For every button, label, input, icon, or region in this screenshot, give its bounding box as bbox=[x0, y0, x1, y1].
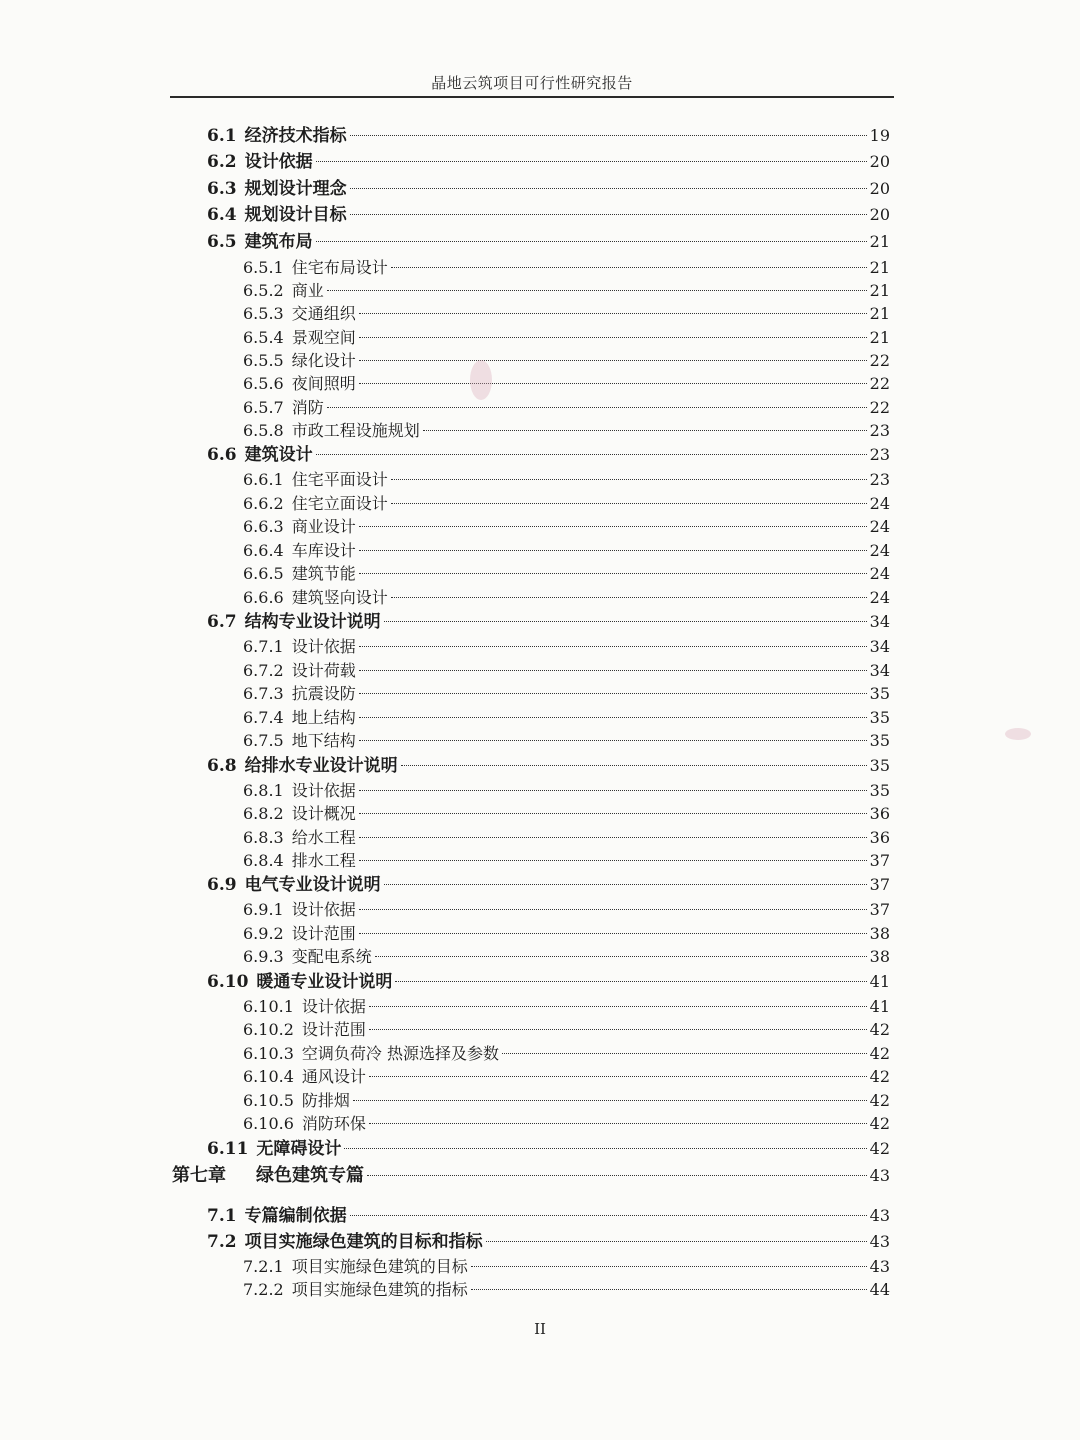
toc-entry-page: 42 bbox=[869, 1114, 890, 1133]
toc-dot-leader bbox=[327, 290, 867, 291]
toc-entry-number: 6.8.3 bbox=[243, 828, 284, 847]
toc-entry-title: 商业设计 bbox=[291, 517, 356, 536]
toc-entry-number: 6.1 bbox=[207, 126, 237, 146]
toc-entry-title: 无障碍设计 bbox=[256, 1139, 342, 1159]
toc-dot-leader bbox=[502, 1053, 867, 1054]
toc-entry bbox=[207, 1137, 890, 1161]
toc-entry-number: 6.4 bbox=[207, 205, 237, 225]
toc-dot-leader bbox=[367, 1175, 867, 1176]
toc-entry-page: 22 bbox=[869, 374, 890, 393]
toc-entry-title: 项目实施绿色建筑的目标和指标 bbox=[244, 1232, 483, 1252]
toc-dot-leader bbox=[369, 1076, 867, 1077]
toc-entry bbox=[243, 826, 890, 850]
toc-entry-number: 7.1 bbox=[207, 1206, 237, 1226]
toc-dot-leader bbox=[350, 214, 867, 215]
toc-entry-title: 项目实施绿色建筑的目标 bbox=[291, 1257, 468, 1276]
toc-entry bbox=[243, 682, 890, 706]
toc-entry-number: 6.9.1 bbox=[243, 900, 284, 919]
toc-entry-number: 6.9.2 bbox=[243, 924, 284, 943]
document-title: 晶地云筑项目可行性研究报告 bbox=[431, 74, 633, 92]
toc-entry bbox=[243, 349, 890, 373]
toc-entry bbox=[243, 995, 890, 1019]
toc-entry bbox=[207, 150, 890, 174]
toc-entry-page: 21 bbox=[869, 232, 890, 251]
toc-entry-page: 24 bbox=[869, 494, 890, 513]
toc-entry bbox=[207, 177, 890, 201]
toc-entry-page: 20 bbox=[869, 179, 890, 198]
toc-dot-leader bbox=[359, 740, 867, 741]
toc-entry bbox=[243, 1255, 890, 1279]
toc-entry-number: 6.6.3 bbox=[243, 517, 284, 536]
toc-entry-number: 6.7 bbox=[207, 612, 237, 632]
toc-entry-page: 36 bbox=[869, 804, 890, 823]
toc-entry-number: 6.10.4 bbox=[243, 1067, 294, 1086]
toc-entry-number: 6.5.3 bbox=[243, 304, 284, 323]
toc-entry bbox=[243, 326, 890, 350]
toc-entry-page: 24 bbox=[869, 564, 890, 583]
toc-entry-number: 第七章 bbox=[172, 1165, 226, 1186]
toc-dot-leader bbox=[344, 1148, 866, 1149]
toc-entry-title: 绿色建筑专篇 bbox=[256, 1165, 364, 1186]
toc-dot-leader bbox=[391, 479, 867, 480]
toc-dot-leader bbox=[359, 360, 867, 361]
toc-entry-number: 6.8 bbox=[207, 756, 237, 776]
toc-entry-title: 建筑设计 bbox=[244, 445, 313, 465]
toc-entry-number: 6.5.8 bbox=[243, 421, 284, 440]
toc-entry bbox=[243, 1042, 890, 1066]
toc-entry-page: 34 bbox=[869, 661, 890, 680]
toc-entry bbox=[243, 635, 890, 659]
toc-entry-number: 6.5.4 bbox=[243, 328, 284, 347]
page-number: II bbox=[534, 1320, 546, 1338]
toc-entry bbox=[243, 945, 890, 969]
toc-entry bbox=[243, 1278, 890, 1302]
toc-entry-page: 21 bbox=[869, 304, 890, 323]
toc-dot-leader bbox=[359, 813, 867, 814]
toc-entry-number: 6.10 bbox=[207, 972, 249, 992]
toc-entry-title: 建筑节能 bbox=[291, 564, 356, 583]
toc-entry-title: 地上结构 bbox=[291, 708, 356, 727]
toc-entry-page: 24 bbox=[869, 588, 890, 607]
toc-entry-page: 34 bbox=[869, 612, 890, 631]
toc-entry-number: 6.9 bbox=[207, 875, 237, 895]
toc-entry-number: 7.2 bbox=[207, 1232, 237, 1252]
toc-entry-page: 22 bbox=[869, 351, 890, 370]
toc-entry-number: 6.7.5 bbox=[243, 731, 284, 750]
toc-dot-leader bbox=[395, 981, 866, 982]
toc-entry-number: 6.10.1 bbox=[243, 997, 294, 1016]
toc-entry-page: 20 bbox=[869, 152, 890, 171]
toc-dot-leader bbox=[391, 267, 867, 268]
toc-entry bbox=[243, 586, 890, 610]
toc-entry-page: 37 bbox=[869, 875, 890, 894]
toc-entry-title: 设计概况 bbox=[291, 804, 356, 823]
toc-entry-number: 6.7.4 bbox=[243, 708, 284, 727]
toc-entry bbox=[207, 443, 890, 467]
toc-entry-page: 37 bbox=[869, 900, 890, 919]
toc-entry-page: 41 bbox=[869, 997, 890, 1016]
toc-entry-title: 设计依据 bbox=[244, 152, 313, 172]
toc-entry bbox=[243, 1089, 890, 1113]
toc-entry-page: 42 bbox=[869, 1044, 890, 1063]
toc-entry-number: 6.6.2 bbox=[243, 494, 284, 513]
toc-entry-title: 景观空间 bbox=[291, 328, 356, 347]
toc-dot-leader bbox=[359, 693, 867, 694]
toc-entry-number: 6.6.1 bbox=[243, 470, 284, 489]
toc-entry bbox=[243, 922, 890, 946]
toc-entry-number: 6.5.7 bbox=[243, 398, 284, 417]
toc-dot-leader bbox=[384, 621, 867, 622]
toc-dot-leader bbox=[327, 407, 867, 408]
toc-entry-page: 21 bbox=[869, 281, 890, 300]
toc-dot-leader bbox=[359, 670, 867, 671]
toc-entry-page: 42 bbox=[869, 1091, 890, 1110]
toc-entry-number: 6.2 bbox=[207, 152, 237, 172]
toc-entry-page: 34 bbox=[869, 637, 890, 656]
toc-entry-title: 规划设计目标 bbox=[244, 205, 347, 225]
toc-entry bbox=[243, 706, 890, 730]
toc-entry-number: 6.5.5 bbox=[243, 351, 284, 370]
toc-entry-title: 消防 bbox=[291, 398, 324, 417]
toc-entry bbox=[243, 492, 890, 516]
toc-entry-title: 排水工程 bbox=[291, 851, 356, 870]
toc-entry-title: 结构专业设计说明 bbox=[244, 612, 381, 632]
toc-entry-number: 6.5 bbox=[207, 232, 237, 252]
toc-entry-number: 6.10.3 bbox=[243, 1044, 294, 1063]
toc-entry-number: 7.2.2 bbox=[243, 1280, 284, 1299]
toc-entry-title: 专篇编制依据 bbox=[244, 1206, 347, 1226]
scan-stain bbox=[1005, 728, 1031, 740]
toc-entry-title: 项目实施绿色建筑的指标 bbox=[291, 1280, 468, 1299]
toc-entry-title: 规划设计理念 bbox=[244, 179, 347, 199]
toc-entry bbox=[243, 279, 890, 303]
toc-entry bbox=[243, 849, 890, 873]
toc-dot-leader bbox=[359, 573, 867, 574]
toc-entry-number: 6.6.4 bbox=[243, 541, 284, 560]
toc-dot-leader bbox=[359, 790, 867, 791]
toc-entry bbox=[243, 468, 890, 492]
toc-entry-title: 通风设计 bbox=[301, 1067, 366, 1086]
toc-entry bbox=[207, 610, 890, 634]
toc-entry-title: 消防环保 bbox=[301, 1114, 366, 1133]
toc-entry bbox=[172, 1164, 890, 1188]
toc-entry-page: 19 bbox=[869, 126, 890, 145]
toc-entry bbox=[243, 515, 890, 539]
toc-dot-leader bbox=[471, 1266, 867, 1267]
toc-entry bbox=[243, 372, 890, 396]
toc-dot-leader bbox=[350, 135, 867, 136]
toc-entry-number: 7.2.1 bbox=[243, 1257, 284, 1276]
toc-entry-number: 6.9.3 bbox=[243, 947, 284, 966]
toc-entry-page: 41 bbox=[869, 972, 890, 991]
toc-entry-page: 23 bbox=[869, 445, 890, 464]
toc-entry-page: 38 bbox=[869, 924, 890, 943]
toc-entry-number: 6.8.2 bbox=[243, 804, 284, 823]
toc-entry-page: 21 bbox=[869, 258, 890, 277]
toc-entry bbox=[207, 1230, 890, 1254]
toc-entry bbox=[243, 779, 890, 803]
toc-entry-title: 地下结构 bbox=[291, 731, 356, 750]
toc-dot-leader bbox=[391, 597, 867, 598]
toc-entry-title: 设计依据 bbox=[291, 781, 356, 800]
toc-entry-title: 抗震设防 bbox=[291, 684, 356, 703]
toc-entry-number: 6.10.2 bbox=[243, 1020, 294, 1039]
toc-entry-title: 暖通专业设计说明 bbox=[256, 972, 393, 992]
toc-entry bbox=[207, 970, 890, 994]
toc-entry bbox=[243, 729, 890, 753]
toc-dot-leader bbox=[359, 909, 867, 910]
toc-entry-title: 变配电系统 bbox=[291, 947, 372, 966]
toc-entry-title: 夜间照明 bbox=[291, 374, 356, 393]
toc-entry-title: 建筑布局 bbox=[244, 232, 313, 252]
toc-entry-title: 住宅平面设计 bbox=[291, 470, 388, 489]
toc-entry-page: 43 bbox=[869, 1166, 890, 1185]
toc-entry-title: 设计依据 bbox=[291, 900, 356, 919]
toc-entry-page: 23 bbox=[869, 421, 890, 440]
toc-dot-leader bbox=[359, 526, 867, 527]
toc-entry-page: 43 bbox=[869, 1257, 890, 1276]
toc-entry-page: 35 bbox=[869, 708, 890, 727]
toc-entry bbox=[243, 1065, 890, 1089]
toc-dot-leader bbox=[359, 933, 867, 934]
toc-entry-number: 6.5.1 bbox=[243, 258, 284, 277]
toc-dot-leader bbox=[384, 884, 867, 885]
toc-entry bbox=[243, 419, 890, 443]
toc-entry bbox=[243, 396, 890, 420]
toc-dot-leader bbox=[391, 503, 867, 504]
toc-entry bbox=[243, 1018, 890, 1042]
toc-entry bbox=[207, 754, 890, 778]
toc-entry-title: 给水工程 bbox=[291, 828, 356, 847]
toc-entry-title: 空调负荷冷 热源选择及参数 bbox=[301, 1044, 499, 1063]
toc-entry-number: 6.7.2 bbox=[243, 661, 284, 680]
toc-entry-page: 38 bbox=[869, 947, 890, 966]
toc-entry-page: 24 bbox=[869, 517, 890, 536]
toc-dot-leader bbox=[423, 430, 867, 431]
toc-entry-title: 设计依据 bbox=[301, 997, 366, 1016]
toc-entry-number: 6.8.4 bbox=[243, 851, 284, 870]
toc-entry-page: 43 bbox=[869, 1206, 890, 1225]
toc-entry bbox=[207, 1204, 890, 1228]
toc-entry-number: 6.8.1 bbox=[243, 781, 284, 800]
toc-entry-page: 20 bbox=[869, 205, 890, 224]
toc-dot-leader bbox=[359, 550, 867, 551]
toc-dot-leader bbox=[369, 1006, 867, 1007]
toc-entry-title: 设计范围 bbox=[291, 924, 356, 943]
toc-entry bbox=[207, 873, 890, 897]
toc-entry-page: 22 bbox=[869, 398, 890, 417]
toc-entry-page: 35 bbox=[869, 781, 890, 800]
toc-entry-title: 防排烟 bbox=[301, 1091, 350, 1110]
toc-entry bbox=[243, 1112, 890, 1136]
toc-entry-page: 23 bbox=[869, 470, 890, 489]
toc-entry bbox=[243, 802, 890, 826]
toc-entry-title: 住宅立面设计 bbox=[291, 494, 388, 513]
toc-dot-leader bbox=[353, 1100, 867, 1101]
toc-entry-title: 设计荷载 bbox=[291, 661, 356, 680]
toc-dot-leader bbox=[375, 956, 867, 957]
toc-entry-title: 建筑竖向设计 bbox=[291, 588, 388, 607]
toc-entry-page: 36 bbox=[869, 828, 890, 847]
toc-entry-number: 6.11 bbox=[207, 1139, 249, 1159]
toc-entry bbox=[243, 256, 890, 280]
toc-entry-page: 35 bbox=[869, 756, 890, 775]
toc-entry bbox=[243, 562, 890, 586]
toc-entry-page: 44 bbox=[869, 1280, 890, 1299]
toc-entry-number: 6.5.6 bbox=[243, 374, 284, 393]
toc-entry-number: 6.6.5 bbox=[243, 564, 284, 583]
toc-entry-number: 6.5.2 bbox=[243, 281, 284, 300]
toc-dot-leader bbox=[369, 1029, 867, 1030]
toc-entry-page: 43 bbox=[869, 1232, 890, 1251]
toc-entry-page: 37 bbox=[869, 851, 890, 870]
toc-entry-page: 21 bbox=[869, 328, 890, 347]
toc-dot-leader bbox=[316, 161, 867, 162]
toc-entry-title: 车库设计 bbox=[291, 541, 356, 560]
toc-dot-leader bbox=[471, 1289, 867, 1290]
scan-stain bbox=[470, 360, 492, 400]
toc-entry-page: 42 bbox=[869, 1139, 890, 1158]
toc-dot-leader bbox=[359, 337, 867, 338]
toc-entry bbox=[207, 230, 890, 254]
toc-dot-leader bbox=[359, 383, 867, 384]
toc-entry-title: 经济技术指标 bbox=[244, 126, 347, 146]
toc-entry-number: 6.6.6 bbox=[243, 588, 284, 607]
toc-entry-number: 6.7.1 bbox=[243, 637, 284, 656]
toc-entry-page: 35 bbox=[869, 731, 890, 750]
toc-entry-title: 电气专业设计说明 bbox=[244, 875, 381, 895]
toc-entry-number: 6.7.3 bbox=[243, 684, 284, 703]
toc-dot-leader bbox=[359, 717, 867, 718]
toc-dot-leader bbox=[316, 454, 867, 455]
toc-dot-leader bbox=[350, 1215, 867, 1216]
toc-entry-title: 给排水专业设计说明 bbox=[244, 756, 398, 776]
toc-entry-number: 6.10.5 bbox=[243, 1091, 294, 1110]
toc-dot-leader bbox=[316, 241, 867, 242]
toc-entry-title: 绿化设计 bbox=[291, 351, 356, 370]
toc-entry bbox=[207, 203, 890, 227]
toc-dot-leader bbox=[401, 765, 867, 766]
toc-entry-title: 商业 bbox=[291, 281, 324, 300]
toc-entry bbox=[243, 539, 890, 563]
toc-dot-leader bbox=[350, 188, 867, 189]
toc-entry bbox=[243, 898, 890, 922]
toc-entry bbox=[243, 659, 890, 683]
toc-dot-leader bbox=[369, 1123, 867, 1124]
toc-entry-title: 设计依据 bbox=[291, 637, 356, 656]
toc-dot-leader bbox=[359, 646, 867, 647]
toc-entry-page: 42 bbox=[869, 1020, 890, 1039]
toc-entry bbox=[207, 124, 890, 148]
toc-entry-title: 设计范围 bbox=[301, 1020, 366, 1039]
toc-dot-leader bbox=[359, 837, 867, 838]
toc-entry-page: 42 bbox=[869, 1067, 890, 1086]
toc-entry-number: 6.6 bbox=[207, 445, 237, 465]
toc-entry-title: 住宅布局设计 bbox=[291, 258, 388, 277]
toc-entry-page: 35 bbox=[869, 684, 890, 703]
toc-entry-number: 6.10.6 bbox=[243, 1114, 294, 1133]
toc-entry-title: 交通组织 bbox=[291, 304, 356, 323]
toc-entry-page: 24 bbox=[869, 541, 890, 560]
toc-dot-leader bbox=[486, 1241, 867, 1242]
toc-dot-leader bbox=[359, 313, 867, 314]
toc-entry-number: 6.3 bbox=[207, 179, 237, 199]
toc-entry-title: 市政工程设施规划 bbox=[291, 421, 420, 440]
toc-entry bbox=[243, 302, 890, 326]
toc-dot-leader bbox=[359, 860, 867, 861]
